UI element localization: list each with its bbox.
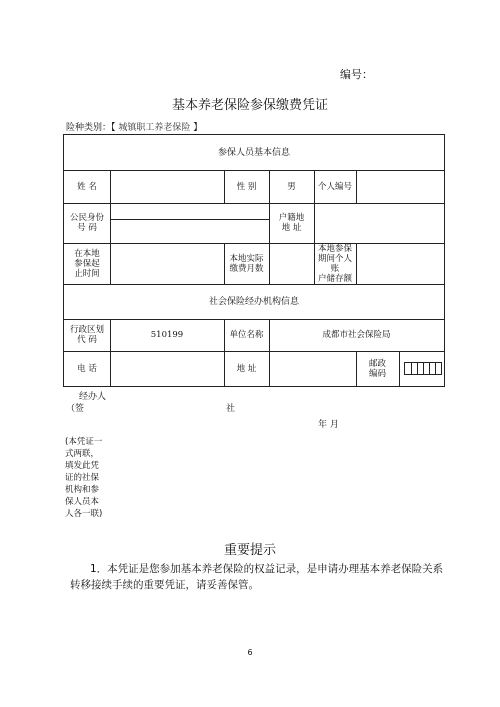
- postal-code-label: 邮政 编码: [368, 358, 386, 379]
- document-title: 基本养老保险参保缴费凭证: [171, 98, 328, 113]
- page-number: 6: [247, 648, 253, 657]
- important-notice-body: 1．本凭证是您参加基本养老保险的权益记录，是申请办理基本养老保险关系转移接续手续的重要凭证，请妥善保管。: [70, 563, 444, 591]
- insurance-type-close: 】: [193, 123, 203, 133]
- section-agency-info: 社会保险经办机构信息: [208, 296, 299, 307]
- unit-name-value[interactable]: 成都市社会保险局: [322, 330, 391, 340]
- signature-open: （签: [66, 404, 85, 414]
- local-period-value[interactable]: [110, 243, 224, 284]
- household-label: 户籍地 地 址: [278, 213, 305, 233]
- personal-id-label: 个人编号: [317, 181, 352, 192]
- insurance-type-value: 城镇职工养老保险: [118, 123, 191, 133]
- seal-label: 社: [226, 404, 236, 414]
- personal-id-value[interactable]: [356, 170, 444, 203]
- important-notice-title: 重要提示: [223, 543, 276, 558]
- certificate-table: [63, 134, 445, 387]
- region-code-value[interactable]: 510199: [150, 330, 184, 340]
- unit-name-label: 单位名称: [229, 330, 264, 340]
- section-personal-info: 参保人员基本信息: [217, 147, 290, 158]
- local-months-label: 本地实际 缴费月数: [229, 253, 264, 274]
- local-account-label: 本地参保 期间个人账 户储存额: [317, 243, 352, 284]
- phone-value[interactable]: [110, 351, 224, 386]
- handler-label: 经办人: [79, 392, 107, 402]
- region-code-label: 行政区划 代 码: [69, 325, 104, 345]
- insurance-type: [66, 120, 202, 133]
- postal-code-boxes: [404, 362, 442, 375]
- insurance-type-label: 险种类别：【: [66, 123, 116, 133]
- household-value[interactable]: [314, 203, 444, 243]
- address-value[interactable]: [269, 351, 356, 386]
- name-value[interactable]: [110, 170, 224, 203]
- phone-label: 电 话: [77, 363, 97, 374]
- address-label: 地 址: [236, 363, 257, 374]
- local-account-value[interactable]: [356, 243, 444, 284]
- citizen-id-label: 公民身份 号 码: [69, 213, 104, 233]
- local-period-label: 在本地 参保起 止时间: [74, 248, 100, 279]
- gender-value[interactable]: 男: [287, 181, 296, 192]
- copies-note: (本凭证一 式两联， 填发此凭 证的社保 机构和参 保人员本 人各一联): [65, 437, 103, 519]
- name-label: 姓 名: [77, 181, 97, 192]
- citizen-id-value[interactable]: [110, 203, 269, 243]
- gender-label: 性 别: [236, 181, 257, 192]
- local-months-value[interactable]: [269, 243, 314, 284]
- serial-number-label: 编号：: [340, 68, 373, 81]
- date-label: 年 月: [318, 420, 339, 430]
